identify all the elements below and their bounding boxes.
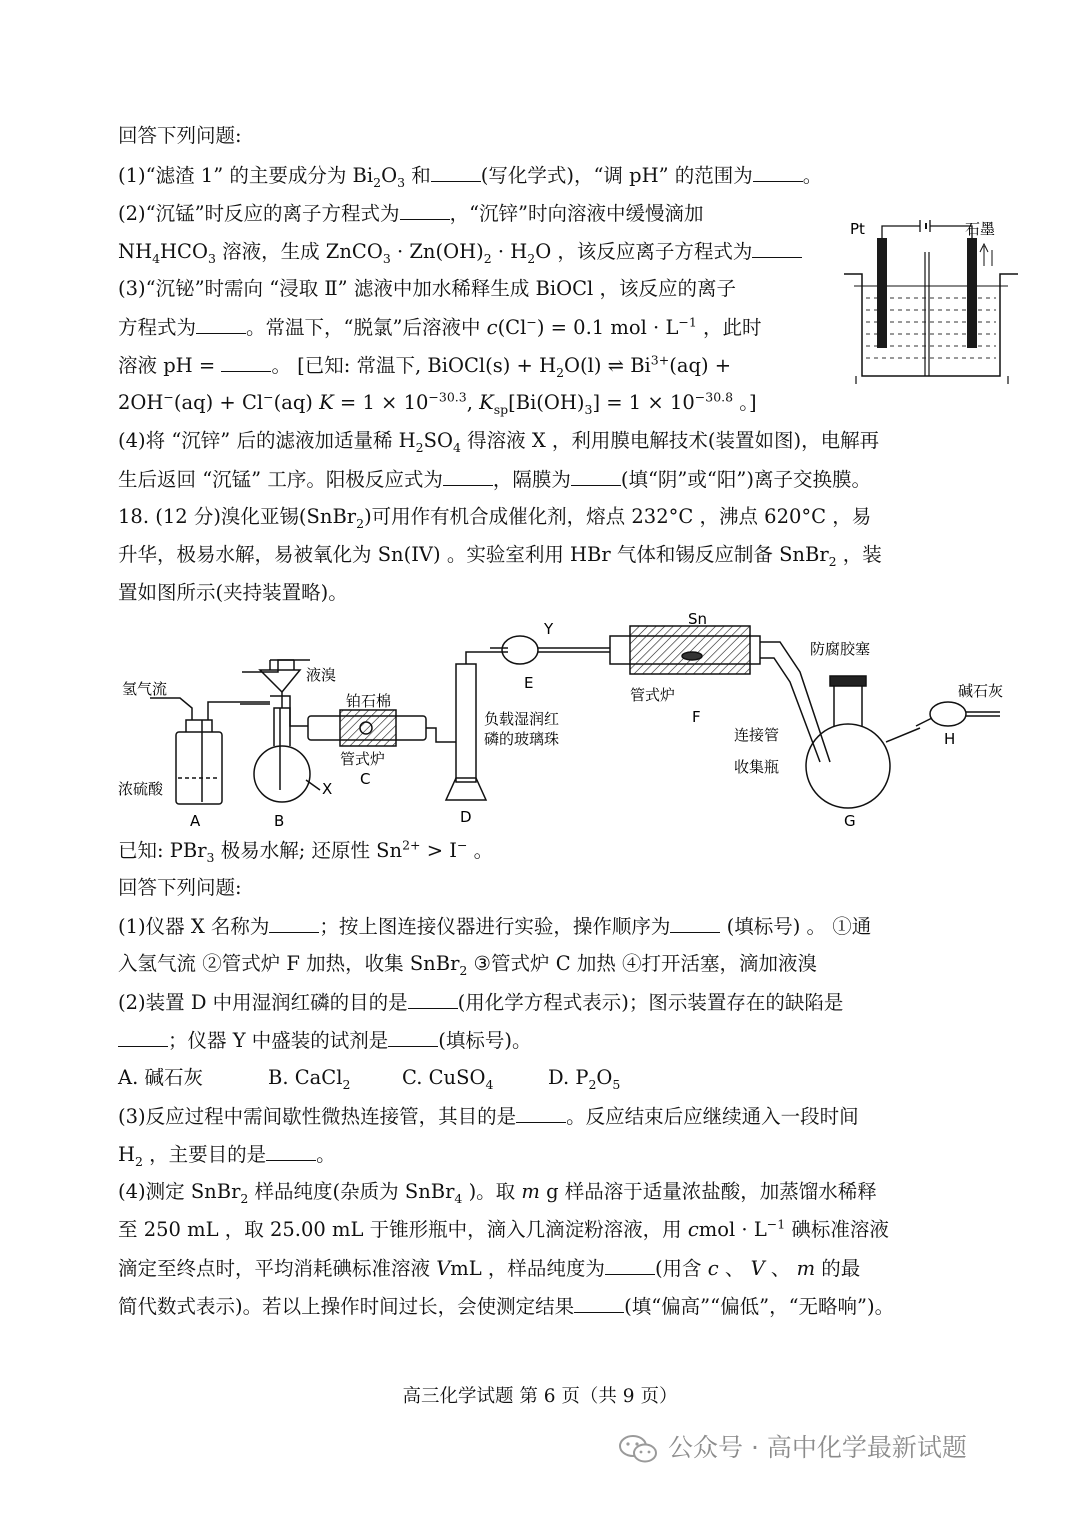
q18-intro-line1: 18. (12 分)溴化亚锡(SnBr$_2$)可用作有机合成催化剂，熔点 232°C ，沸点 620°C ，易 bbox=[118, 505, 872, 531]
q17-part4-line1: (4)将 “沉锌” 后的滤液加适量稀 $H_2SO_4$ 得溶液 X ，利用膜电解技术(装置如图)，电解再 bbox=[118, 429, 880, 455]
apparatus-figure bbox=[110, 612, 1030, 837]
q17-part3-line2: 方程式为 。常温下，“脱氯”后溶液中 c(Cl−) = 0.1 mol · $L^{-1}$ ，此时 bbox=[118, 314, 762, 339]
q18-part4-line3: 滴定至终点时，平均消耗碘标准溶液 VmL ，样品纯度为 (用含 c 、 V 、 m 的最 bbox=[118, 1257, 861, 1280]
label-y: Y bbox=[544, 620, 554, 638]
q17-part2-line2: $NH_4HCO_3$ 溶液，生成 ZnCO$_3$ · $Zn(OH)_2 \cdot H_2O$ ，该反应离子方程式为 bbox=[118, 239, 802, 264]
q17-part1: (1)“滤渣 1” 的主要成分为 $Bi_2O_3$ 和 (写化学式)，“调 pH” 的范围为 。 bbox=[118, 164, 823, 190]
q18-known: 已知: PBr$_3$ 极易水解; 还原性 $Sn^{2+} > I^-$ 。 bbox=[118, 837, 494, 865]
answer-blank[interactable] bbox=[443, 467, 493, 486]
answer-blank[interactable] bbox=[670, 914, 720, 933]
label-soda-lime: 碱石灰 bbox=[958, 682, 1004, 700]
answer-blank[interactable] bbox=[605, 1256, 655, 1275]
q18-part1-line2: 入氢气流 ②管式炉 F 加热，收集 SnBr$_2$ ③管式炉 C 加热 ④打开活塞，滴加液溴 bbox=[118, 952, 818, 978]
q18-choices bbox=[118, 1066, 648, 1090]
answer-blank[interactable] bbox=[408, 990, 458, 1009]
label-red-p-1: 负载湿润红 bbox=[484, 710, 560, 728]
q18-part2-line1: (2)装置 D 中用湿润红磷的目的是 (用化学方程式表示)；图示装置存在的缺陷是 bbox=[118, 991, 844, 1014]
answer-blank[interactable] bbox=[221, 353, 271, 372]
q17-part2-line1: (2)“沉锰”时反应的离子方程式为 ，“沉锌”时向溶液中缓慢滴加 bbox=[118, 202, 704, 225]
q18-part4-line4: 简代数式表示)。若以上操作时间过长，会使测定结果 (填“偏高”“偏低”，“无略响”)。 bbox=[118, 1295, 895, 1318]
q17-part3-line4: 2OH−(aq) + Cl−(aq) $K = 1 \times 10^{-30.3}$, $K_{sp}[Bi(OH)_3] = 1 \times 10^{-30.8}$ 。] bbox=[118, 389, 757, 417]
answer-blank[interactable] bbox=[574, 1294, 624, 1313]
answer-blank[interactable] bbox=[388, 1028, 438, 1047]
section-heading: 回答下列问题: bbox=[118, 124, 242, 147]
page-footer: 高三化学试题 第 6 页（共 9 页） bbox=[402, 1386, 678, 1407]
choice-b[interactable]: B. CaCl$_2$ bbox=[268, 1066, 351, 1092]
letter-d: D bbox=[460, 808, 472, 826]
q18-part3-line1: (3)反应过程中需间歇性微热连接管，其目的是 。反应结束后应继续通入一段时间 bbox=[118, 1105, 859, 1128]
answer-blank[interactable] bbox=[266, 1142, 316, 1161]
answer-blank[interactable] bbox=[571, 467, 621, 486]
label-x: X bbox=[322, 780, 333, 798]
label-collector: 收集瓶 bbox=[734, 758, 780, 776]
electrolysis-cell-figure bbox=[832, 216, 1022, 386]
label-tube-furnace-f: 管式炉 bbox=[630, 686, 676, 704]
q18-part1-line1: (1)仪器 X 名称为 ；按上图连接仪器进行实验，操作顺序为 (填标号) 。 ①通 bbox=[118, 915, 872, 938]
label-pt-wool: 铂石棉 bbox=[346, 692, 392, 710]
label-liquid-br: 液溴 bbox=[306, 666, 337, 684]
q18-part4-line1: (4)测定 SnBr$_2$ 样品纯度(杂质为 SnBr$_4$ )。取 m g 样品溶于适量浓盐酸，加蒸馏水稀释 bbox=[118, 1180, 877, 1206]
q18-part2-line2: ；仪器 Y 中盛装的试剂是 (填标号)。 bbox=[118, 1028, 532, 1053]
label-conc-acid: 浓硫酸 bbox=[118, 780, 164, 798]
graphite-electrode-label: 石墨 bbox=[965, 220, 996, 238]
q17-part3-line1: (3)“沉铋”时需向 “浸取 Ⅱ” 滤液中加水稀释生成 BiOCl ，该反应的离子 bbox=[118, 277, 736, 300]
answer-blank[interactable] bbox=[516, 1104, 566, 1123]
q18-part3-line2: $H_2$ ，主要目的是 。 bbox=[118, 1143, 336, 1169]
q18-intro-line3: 置如图所示(夹持装置略)。 bbox=[118, 581, 348, 604]
letter-a: A bbox=[190, 812, 201, 830]
label-stopper: 防腐胶塞 bbox=[810, 640, 871, 658]
answer-blank[interactable] bbox=[118, 1028, 168, 1047]
choice-d[interactable]: D. $P_2O_5$ bbox=[548, 1066, 621, 1092]
wechat-icon bbox=[618, 1433, 658, 1465]
answer-blank[interactable] bbox=[400, 201, 450, 220]
choice-a[interactable]: A. 碱石灰 bbox=[118, 1066, 203, 1089]
answer-blank[interactable] bbox=[269, 914, 319, 933]
label-sn: Sn bbox=[688, 612, 708, 628]
choice-c[interactable]: C. CuSO$_4$ bbox=[402, 1066, 494, 1092]
q17-part3-line3: 溶液 pH = 。 [已知: 常温下, BiOCl(s) + $H_2O(l)$ ⇌ $Bi^{3+}(aq)$ + bbox=[118, 352, 732, 380]
letter-f: F bbox=[692, 708, 701, 726]
letter-b: B bbox=[274, 812, 285, 830]
q18-part4-line2: 至 250 mL ，取 25.00 mL 于锥形瓶中，滴入几滴淀粉溶液，用 cmol · $L^{-1}$ 碘标准溶液 bbox=[118, 1216, 889, 1241]
label-conn-tube: 连接管 bbox=[734, 726, 780, 744]
pt-electrode-label: Pt bbox=[850, 220, 865, 238]
q17-part4-line2: 生后返回 “沉锰” 工序。阳极反应式为 ，隔膜为 (填“阴”或“阳”)离子交换膜。 bbox=[118, 468, 871, 491]
label-tube-furnace-c: 管式炉 bbox=[340, 750, 386, 768]
letter-c: C bbox=[360, 770, 371, 788]
letter-e: E bbox=[524, 674, 534, 692]
q18-intro-line2: 升华，极易水解，易被氧化为 Sn(IV) 。实验室利用 HBr 气体和锡反应制备 SnBr$_2$ ，装 bbox=[118, 543, 882, 569]
answer-blank[interactable] bbox=[431, 163, 481, 182]
answer-blank[interactable] bbox=[196, 315, 246, 334]
q18-heading: 回答下列问题: bbox=[118, 876, 242, 899]
answer-blank[interactable] bbox=[753, 163, 803, 182]
answer-blank[interactable] bbox=[752, 239, 802, 258]
label-red-p-2: 磷的玻璃珠 bbox=[484, 730, 560, 748]
watermark: 公众号 · 高中化学最新试题 bbox=[618, 1428, 967, 1465]
letter-h: H bbox=[944, 730, 956, 748]
letter-g: G bbox=[844, 812, 856, 830]
label-h2-flow: 氢气流 bbox=[122, 680, 168, 698]
